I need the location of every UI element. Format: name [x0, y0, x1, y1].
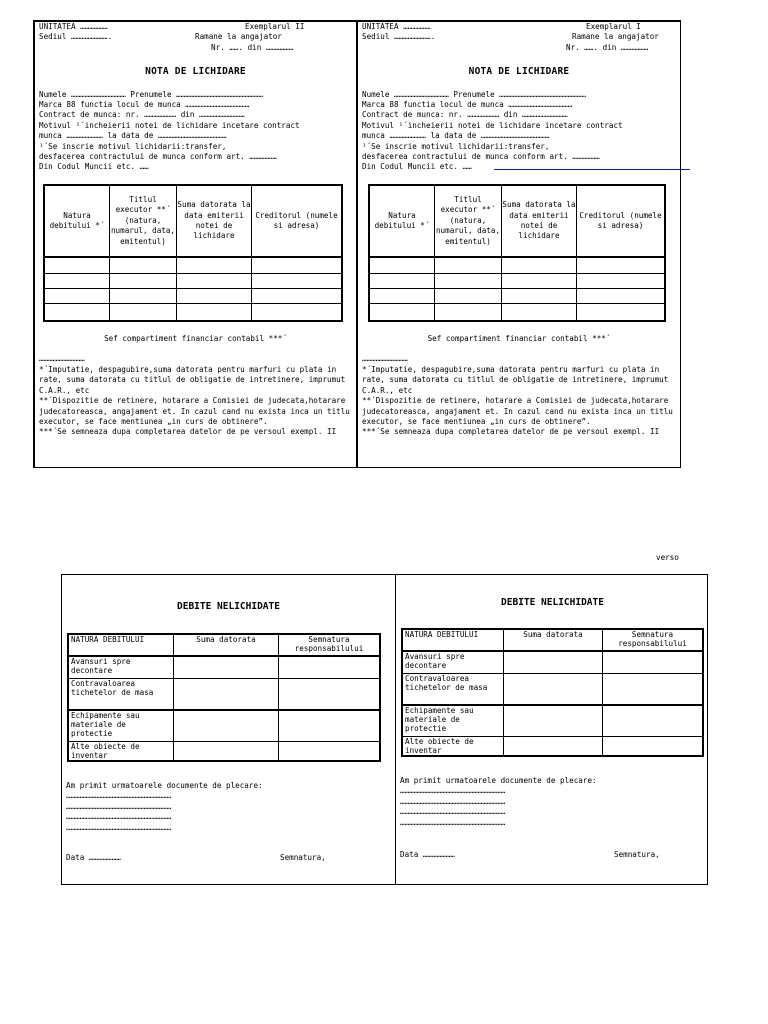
semnatura-label: Semnatura, — [614, 850, 660, 859]
row-tichete: Contravaloarea tichetelor de masa — [68, 678, 174, 710]
table-cell[interactable] — [279, 710, 381, 741]
contract-line[interactable]: Contract de munca: nr. ………………… din ………………………… — [362, 110, 568, 120]
table-cell[interactable] — [502, 257, 577, 273]
received-label: Am primit urmatoarele documente de plecare: — [66, 781, 263, 790]
table-cell[interactable] — [44, 257, 110, 273]
table-cell[interactable] — [435, 303, 502, 321]
table-cell[interactable] — [504, 651, 603, 673]
table-cell[interactable] — [369, 288, 435, 303]
numele-line[interactable]: Numele ……………………………… Prenumele ………………………………………………… — [39, 89, 264, 99]
motivul-line: Motivul ¹´incheierii notei de lichidare incetare contract — [362, 120, 623, 130]
header-natura-debitului: Natura debitului *´ — [44, 185, 110, 257]
form-title: NOTA DE LICHIDARE — [145, 66, 246, 78]
header-natura-debitului: Natura debitului *´ — [369, 185, 435, 257]
debit-table — [368, 184, 666, 322]
sediul-field[interactable]: Sediul ……………………. — [39, 32, 113, 42]
table-cell[interactable] — [44, 303, 110, 321]
munca-data-line[interactable]: munca …………………… la data de ……………………………………… — [39, 131, 227, 141]
header-creditorul: Creditorul (numele si adresa) — [577, 185, 666, 257]
row-avansuri: Avansuri spre decontare — [68, 656, 174, 678]
header-suma-datorata: Suma datorata — [504, 629, 603, 651]
received-label: Am primit urmatoarele documente de plecare: — [400, 776, 597, 785]
nr-din-field[interactable]: Nr. ……. din ……………… — [566, 42, 649, 52]
table-cell[interactable] — [174, 656, 279, 678]
table-cell[interactable] — [279, 678, 381, 710]
data-field[interactable]: Data ………………… — [400, 850, 455, 859]
table-cell[interactable] — [435, 288, 502, 303]
table-cell[interactable] — [44, 273, 110, 288]
table-cell[interactable] — [369, 303, 435, 321]
table-cell[interactable] — [252, 273, 343, 288]
table-cell[interactable] — [252, 257, 343, 273]
motiv-note-line: ¹´Se inscrie motivul lichidarii:transfer, — [362, 141, 550, 151]
header-suma-datorata: Suma datorata — [174, 634, 279, 656]
codul-muncii-underline — [494, 169, 690, 170]
debite-title: DEBITE NELICHIDATE — [501, 597, 604, 608]
table-cell[interactable] — [279, 741, 381, 761]
header-titlul-executor: Titlul executor **´ (natura, numarul, data, emitentul) — [435, 185, 502, 257]
row-echipamente: Echipamente sau materiale de protectie — [68, 710, 174, 741]
motivul-line: Motivul ¹´incheierii notei de lichidare incetare contract — [39, 120, 300, 130]
sef-compartiment-signature: Sef compartiment financiar contabil ***´ — [427, 334, 611, 343]
unitatea-field[interactable]: UNITATEA ……………… — [39, 22, 108, 31]
table-cell[interactable] — [502, 273, 577, 288]
footnote-3: ***´Se semneaza dupa completarea datelor de pe versoul exempl. II — [39, 427, 337, 437]
exemplar-label: Exemplarul I — [586, 22, 641, 31]
marca-line[interactable]: Marca 88 functia locul de munca …………………………………… — [362, 99, 573, 109]
row-echipamente: Echipamente sau materiale de protectie — [402, 705, 504, 736]
table-cell[interactable] — [577, 257, 666, 273]
nr-din-field[interactable]: Nr. ……. din ……………… — [211, 42, 294, 52]
desfacerea-line[interactable]: desfacerea contractului de munca conform art. ……………… — [39, 151, 277, 161]
footnote-1: *´Imputatie, despagubire,suma datorata pentru marfuri cu plata in rate, suma datorata cu titlul de obligatie de intretinere, imprumut C.A.R., etc — [362, 365, 669, 395]
document-line[interactable]: …………………………………………………………… — [66, 791, 172, 801]
table-cell[interactable] — [110, 273, 177, 288]
data-field[interactable]: Data ………………… — [66, 853, 121, 862]
header-natura-debitului: NATURA DEBITULUI — [402, 629, 504, 651]
debite-title: DEBITE NELICHIDATE — [177, 601, 280, 612]
documents-received — [400, 776, 597, 828]
table-cell[interactable] — [279, 656, 381, 678]
table-cell[interactable] — [603, 705, 704, 736]
documents-received — [66, 781, 263, 833]
signature-dots[interactable]: ………………………… — [362, 354, 408, 363]
contract-line[interactable]: Contract de munca: nr. ………………… din ………………………… — [39, 110, 245, 120]
footnote-1: *´Imputatie, despagubire,suma datorata pentru marfuri cu plata in rate, suma datorata cu titlul de obligatie de intretinere, imprumut C.A.R., etc — [39, 365, 346, 395]
table-cell[interactable] — [177, 273, 252, 288]
numele-line[interactable]: Numele ……………………………… Prenumele ………………………………………………… — [362, 89, 587, 99]
signature-dots[interactable]: ………………………… — [39, 354, 85, 363]
table-cell[interactable] — [504, 673, 603, 705]
marca-line[interactable]: Marca 88 functia locul de munca …………………………………… — [39, 99, 250, 109]
table-cell[interactable] — [504, 736, 603, 756]
header-suma-datorata: Suma datorata la data emiterii notei de lichidare — [502, 185, 577, 257]
footnote-2: **´Dispozitie de retinere, hotarare a Comisiei de judecata,hotarare judecatoreasca, angajament et. In cazul cand nu exista inca un titlu executor, se face mentiunea „in curs de obtinere”. — [39, 396, 350, 427]
table-cell[interactable] — [603, 651, 704, 673]
verso-box — [61, 574, 708, 885]
sef-compartiment-signature: Sef compartiment financiar contabil ***´ — [104, 334, 287, 343]
document-line[interactable]: …………………………………………………………… — [400, 786, 506, 796]
row-alte-obiecte: Alte obiecte de inventar — [68, 741, 174, 761]
ramane-label: Ramane la angajator — [572, 32, 659, 42]
table-cell[interactable] — [252, 288, 343, 303]
table-cell[interactable] — [174, 741, 279, 761]
row-avansuri: Avansuri spre decontare — [402, 651, 504, 673]
motiv-note-line: ¹´Se inscrie motivul lichidarii:transfer, — [39, 141, 227, 151]
exemplar-label: Exemplarul II — [245, 22, 305, 31]
document-line[interactable]: …………………………………………………………… — [66, 812, 172, 822]
table-cell[interactable] — [177, 257, 252, 273]
verso-divider — [395, 575, 396, 884]
table-cell[interactable] — [502, 288, 577, 303]
sediul-field[interactable]: Sediul ……………………. — [362, 32, 436, 42]
unitatea-field[interactable]: UNITATEA ……………… — [362, 22, 431, 31]
table-cell[interactable] — [577, 303, 666, 321]
document-line[interactable]: …………………………………………………………… — [400, 807, 506, 817]
document-line[interactable]: …………………………………………………………… — [400, 796, 506, 806]
row-alte-obiecte: Alte obiecte de inventar — [402, 736, 504, 756]
row-tichete: Contravaloarea tichetelor de masa — [402, 673, 504, 705]
header-titlul-executor: Titlul executor **´ (natura, numarul, data, emitentul) — [110, 185, 177, 257]
desfacerea-line[interactable]: desfacerea contractului de munca conform art. ……………… — [362, 151, 600, 161]
codul-muncii-line[interactable]: Din Codul Muncii etc. …… — [39, 162, 149, 172]
header-suma-datorata: Suma datorata la data emiterii notei de lichidare — [177, 185, 252, 257]
table-cell[interactable] — [174, 710, 279, 741]
munca-data-line[interactable]: munca …………………… la data de ……………………………………… — [362, 131, 550, 141]
table-cell[interactable] — [369, 273, 435, 288]
verso-label: verso — [656, 553, 679, 562]
table-cell[interactable] — [252, 303, 343, 321]
table-cell[interactable] — [110, 257, 177, 273]
lichidare-form-exemplar-1 — [357, 20, 681, 468]
table-cell[interactable] — [369, 257, 435, 273]
header-semnatura: Semnatura responsabilului — [603, 629, 704, 651]
header-creditorul: Creditorul (numele si adresa) — [252, 185, 343, 257]
table-cell[interactable] — [435, 257, 502, 273]
document-line[interactable]: …………………………………………………………… — [66, 801, 172, 811]
header-natura-debitului: NATURA DEBITULUI — [68, 634, 174, 656]
footnote-2: **´Dispozitie de retinere, hotarare a Comisiei de judecata,hotarare judecatoreasca, angajament et. In cazul cand nu exista inca un titlu executor, se face mentiunea „in curs de obtinere”. — [362, 396, 673, 427]
table-cell[interactable] — [110, 303, 177, 321]
table-cell[interactable] — [577, 273, 666, 288]
form-title: NOTA DE LICHIDARE — [468, 66, 570, 78]
debit-table — [43, 184, 343, 322]
ramane-label: Ramane la angajator — [195, 32, 282, 42]
debite-table — [67, 633, 381, 762]
table-cell[interactable] — [577, 288, 666, 303]
table-cell[interactable] — [435, 273, 502, 288]
semnatura-label: Semnatura, — [280, 853, 326, 862]
document-line[interactable]: …………………………………………………………… — [400, 817, 506, 827]
table-cell[interactable] — [177, 288, 252, 303]
table-cell[interactable] — [174, 678, 279, 710]
debite-table — [401, 628, 704, 757]
codul-muncii-line[interactable]: Din Codul Muncii etc. …… — [362, 162, 472, 172]
table-cell[interactable] — [110, 288, 177, 303]
table-cell[interactable] — [177, 303, 252, 321]
footnote-3: ***´Se semneaza dupa completarea datelor de pe versoul exempl. II — [362, 427, 660, 437]
table-cell[interactable] — [603, 673, 704, 705]
table-cell[interactable] — [603, 736, 704, 756]
table-cell[interactable] — [502, 303, 577, 321]
header-semnatura: Semnatura responsabilului — [279, 634, 381, 656]
document-line[interactable]: …………………………………………………………… — [66, 822, 172, 832]
table-cell[interactable] — [504, 705, 603, 736]
table-cell[interactable] — [44, 288, 110, 303]
lichidare-form-exemplar-2 — [33, 20, 357, 468]
